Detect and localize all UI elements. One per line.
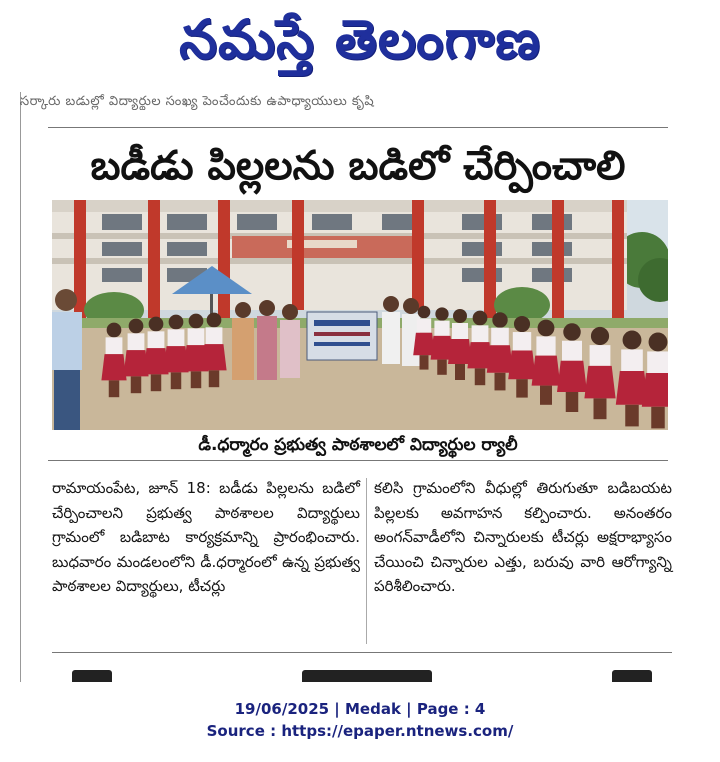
- article-body-column-2: కలిసి గ్రామంలోని వీధుల్లో తిరుగుతూ బడిబయట పిల్లలకు అవగాహన కల్పించారు. అనంతరం అంగన్‌వాడీలోని చిన్నారులకు టీచర్లు అక్షరాభ్యాసం చేయించి చిన్నారుల ఎత్తు, బరువు వారి ఆరోగ్యాన్ని పరిశీలించారు.: [374, 479, 672, 595]
- source-link[interactable]: Source : https://epaper.ntnews.com/: [206, 722, 514, 740]
- school-rally-photo: [52, 200, 668, 430]
- next-article-fragment: [52, 664, 672, 682]
- page-footer: [0, 698, 720, 742]
- previous-article-fragment: సర్కారు బడుల్లో విద్యార్థుల సంఖ్య పెంచేందుకు ఉపాధ్యాయులు కృషి: [20, 94, 375, 109]
- newspaper-title: నమస్తే తెలంగాణ: [179, 7, 541, 71]
- masthead: [0, 0, 720, 92]
- edition-info: 19/06/2025 | Medak | Page : 4: [234, 700, 486, 718]
- bottom-rule: [52, 652, 672, 653]
- article-photo: [52, 200, 668, 430]
- photo-caption: డీ.ధర్మారం ప్రభుత్వ పాఠశాలలో విద్యార్థుల ర్యాలీ: [198, 435, 518, 455]
- caption-rule: [48, 460, 668, 461]
- article-headline: బడీడు పిల్లలను బడిలో చేర్పించాలి: [90, 143, 626, 189]
- column-rule: [366, 478, 367, 644]
- headline-top-rule: [48, 127, 668, 128]
- article-body-column-1: రామాయంపేట, జూన్ 18: బడీడు పిల్లలను బడిలో చేర్పించాలని ప్రభుత్వ పాఠశాలల విద్యార్థులు గ్రామంలో బడిబాట కార్యక్రమాన్ని ప్రారంభించారు. బుధవారం మండలంలోని డీ.ధర్మారంలో ఉన్న ప్రభుత్వ పాఠశాలల విద్యార్థులు, టీచర్లు: [52, 479, 360, 595]
- column-divider: [20, 92, 21, 682]
